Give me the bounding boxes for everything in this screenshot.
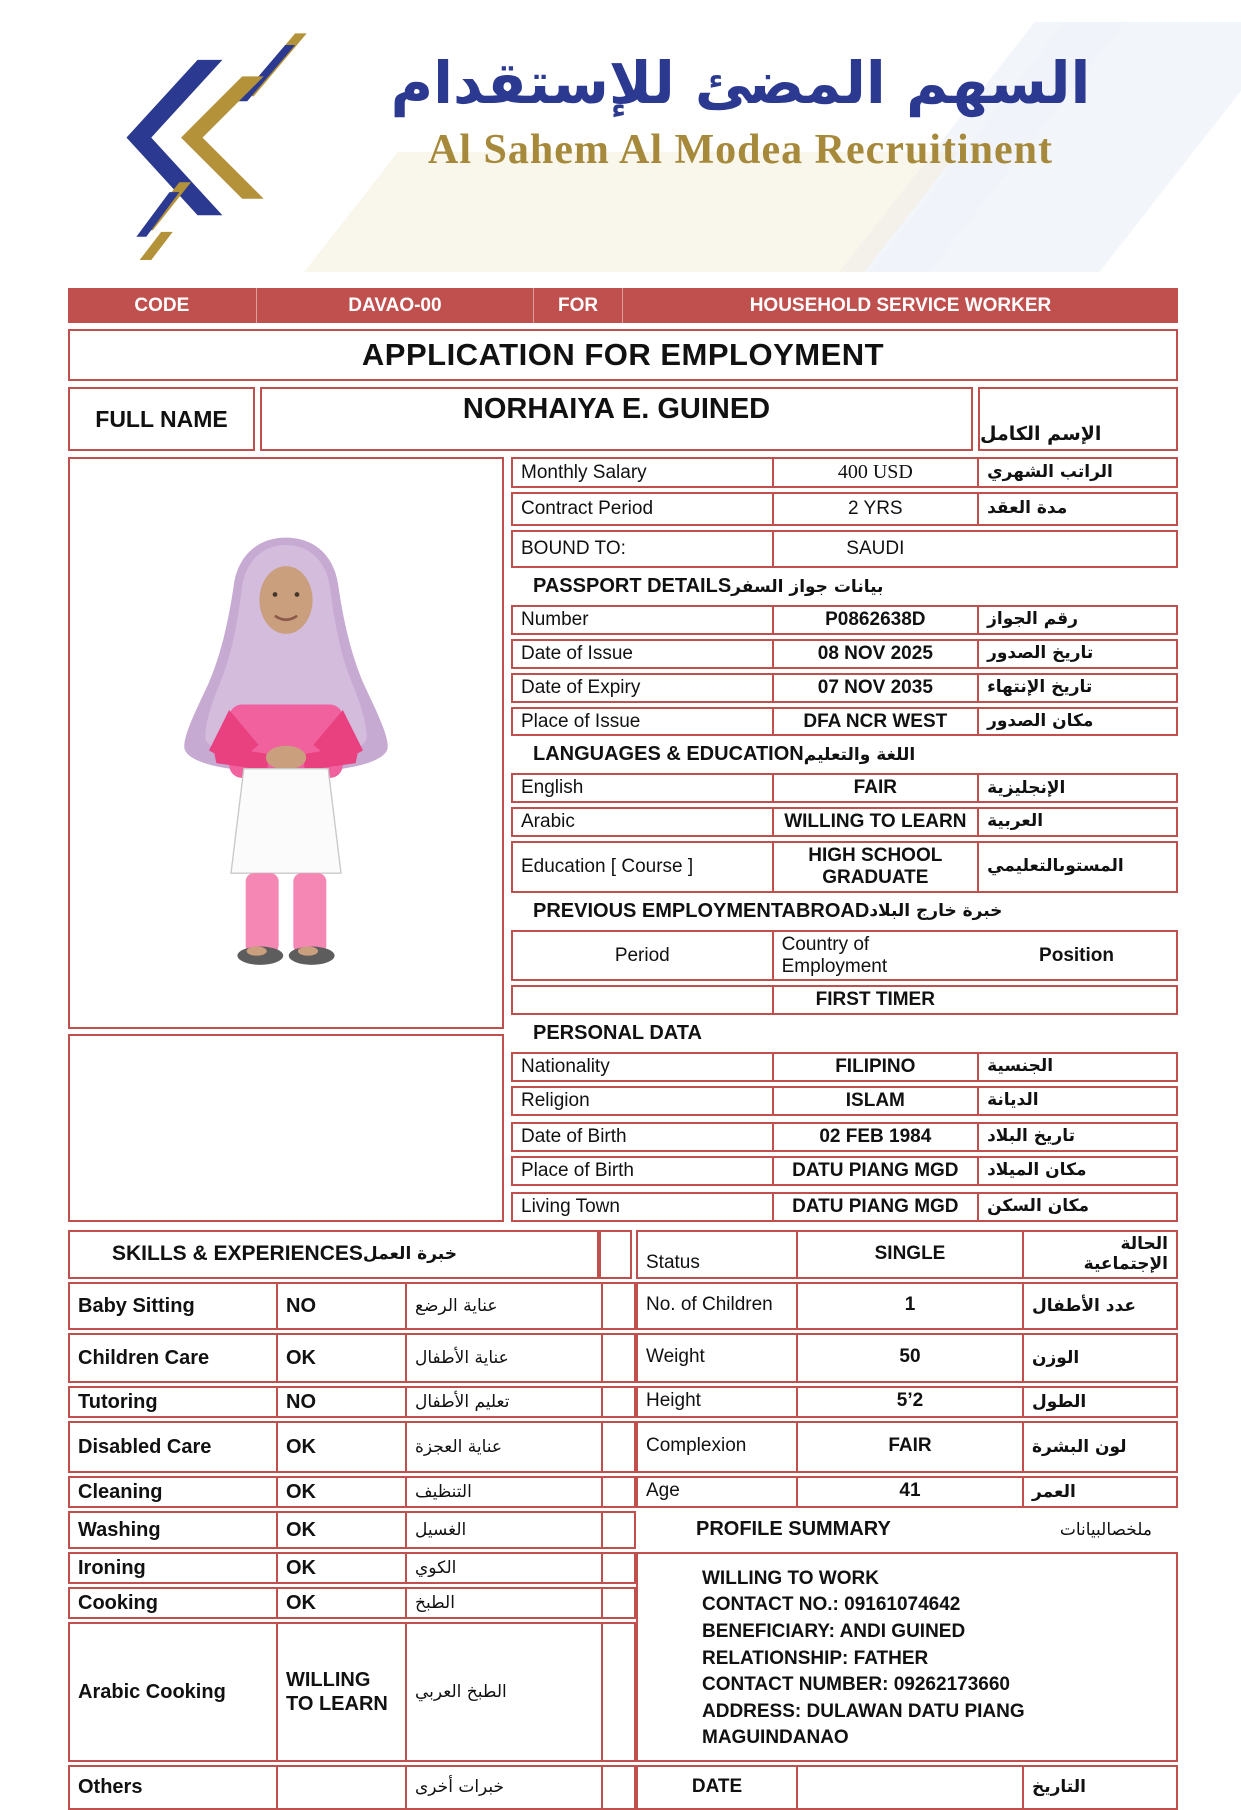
arabic-cooking-label: Arabic Cooking <box>78 1680 226 1703</box>
nationality-row <box>511 1052 1178 1082</box>
profile-summary-title: PROFILE SUMMARY <box>696 1518 891 1541</box>
monthly-salary-arabic: الراتب الشهري <box>977 459 1176 486</box>
date-label: DATE <box>691 1776 743 1797</box>
place-of-issue-label: Place of Issue <box>521 710 641 732</box>
for-label: FOR <box>534 288 623 323</box>
date-of-birth-label: Date of Birth <box>521 1126 627 1148</box>
languages-education-title-arabic: اللغة والتعليم <box>803 744 916 765</box>
full-name-label-arabic: الإسم الكامل <box>978 387 1178 451</box>
first-timer-row <box>511 985 1178 1015</box>
skills-experiences-header <box>68 1230 599 1279</box>
passport-number-value: P0862638D <box>772 607 978 633</box>
religion-label: Religion <box>521 1090 590 1112</box>
profile-summary-title-arabic: ملخصالبيانات <box>1059 1519 1152 1540</box>
previous-employment-header <box>511 897 1178 926</box>
empty-cell <box>599 1230 632 1279</box>
status-label: Status <box>646 1251 700 1273</box>
others-arabic: خبرات أخرى <box>405 1767 601 1808</box>
previous-employment-title-arabic: خبرة خارج البلاد <box>869 901 1003 922</box>
complexion-value: FAIR <box>796 1423 1022 1471</box>
tutoring-row <box>68 1386 636 1418</box>
ironing-value: OK <box>276 1554 405 1582</box>
others-value <box>276 1767 405 1808</box>
education-label: Education [ Course ] <box>521 855 694 877</box>
others-label: Others <box>78 1776 143 1799</box>
complexion-row <box>636 1421 1178 1473</box>
passport-details-header <box>511 572 1178 601</box>
date-row <box>636 1765 1178 1810</box>
place-of-birth-row <box>511 1156 1178 1186</box>
empty-cell <box>601 1554 634 1582</box>
empty-cell <box>601 1624 634 1760</box>
empty-cell <box>601 1335 634 1381</box>
disabled-care-label: Disabled Care <box>78 1435 212 1458</box>
arabic-cooking-arabic: الطبخ العربي <box>405 1624 601 1760</box>
full-name-value: NORHAIYA E. GUINED <box>260 387 973 451</box>
washing-value: OK <box>276 1513 405 1547</box>
monthly-salary-row <box>511 457 1178 488</box>
living-town-value: DATU PIANG MGD <box>772 1194 978 1220</box>
empty-cell <box>601 1767 634 1808</box>
date-of-issue-row <box>511 639 1178 669</box>
tutoring-arabic: تعليم الأطفال <box>405 1388 601 1416</box>
arabic-value: WILLING TO LEARN <box>772 809 978 835</box>
details-column <box>511 457 1178 1222</box>
summary-line: RELATIONSHIP: FATHER <box>702 1647 929 1669</box>
living-town-arabic: مكان السكن <box>977 1194 1176 1220</box>
cleaning-age-row <box>68 1476 1178 1508</box>
passport-number-label: Number <box>521 609 589 630</box>
education-arabic: المستوىالتعليمي <box>977 843 1176 891</box>
skills-experiences-title: SKILLS & EXPERIENCES <box>112 1242 363 1266</box>
status-value: SINGLE <box>796 1232 1022 1277</box>
summary-line: ADDRESS: DULAWAN DATU PIANG <box>702 1700 1025 1722</box>
summary-line: CONTACT NUMBER: 09262173660 <box>702 1674 1010 1696</box>
bound-to-arabic <box>977 532 1176 566</box>
date-of-birth-arabic: تاريخ البلاد <box>977 1124 1176 1150</box>
bound-to-row <box>511 530 1178 568</box>
empty-position-cell <box>977 987 1176 1013</box>
personal-data-header <box>511 1019 1178 1048</box>
empty-period-cell <box>513 987 772 1013</box>
first-timer-value: FIRST TIMER <box>772 987 978 1013</box>
cleaning-label: Cleaning <box>78 1480 163 1503</box>
children-count-value: 1 <box>796 1284 1022 1328</box>
age-label: Age <box>646 1480 680 1502</box>
passport-details-title: PASSPORT DETAILS <box>533 575 732 597</box>
monthly-salary-value: 400 USD <box>772 459 978 486</box>
place-of-birth-arabic: مكان الميلاد <box>977 1158 1176 1184</box>
education-row <box>511 841 1178 893</box>
date-of-expiry-arabic: تاريخ الإنتهاء <box>977 675 1176 701</box>
personal-data-title: PERSONAL DATA <box>533 1022 702 1045</box>
cooking-arabic: الطبخ <box>405 1589 601 1617</box>
tutoring-value: NO <box>276 1388 405 1416</box>
monthly-salary-label: Monthly Salary <box>521 461 647 483</box>
disabledcare-complexion-row <box>68 1421 1178 1473</box>
empty-cell <box>68 1034 504 1222</box>
education-value: HIGH SCHOOL GRADUATE <box>772 843 978 891</box>
washing-row <box>68 1511 636 1549</box>
profile-summary-block <box>636 1552 1178 1762</box>
place-of-birth-value: DATU PIANG MGD <box>772 1158 978 1184</box>
summary-line: MAGUINDANAO <box>702 1727 849 1749</box>
place-of-issue-arabic: مكان الصدور <box>977 709 1176 735</box>
nationality-label: Nationality <box>521 1056 610 1078</box>
agency-name-english: Al Sahem Al Modea Recruitinent <box>428 126 1053 173</box>
skills-experiences-title-arabic: خبرة العمل <box>362 1244 457 1265</box>
country-column-header: Country of Employment <box>772 932 978 980</box>
place-of-issue-value: DFA NCR WEST <box>772 709 978 735</box>
status-arabic: الحالة الإجتماعية <box>1022 1232 1176 1277</box>
date-of-issue-value: 08 NOV 2025 <box>772 641 978 667</box>
washing-profile-row <box>68 1511 1178 1549</box>
cleaning-arabic: التنظيف <box>405 1478 601 1506</box>
baby-sitting-value: NO <box>276 1284 405 1328</box>
baby-sitting-row <box>68 1282 636 1330</box>
baby-sitting-arabic: عناية الرضع <box>405 1284 601 1328</box>
height-value: 5’2 <box>796 1388 1022 1416</box>
english-row <box>511 773 1178 803</box>
arabic-label: Arabic <box>521 811 575 833</box>
date-of-birth-value: 02 FEB 1984 <box>772 1124 978 1150</box>
status-row <box>636 1230 1178 1279</box>
weight-row <box>636 1333 1178 1383</box>
empty-cell <box>601 1388 634 1416</box>
date-of-birth-row <box>511 1122 1178 1152</box>
empty-cell <box>601 1284 634 1328</box>
date-value <box>796 1767 1022 1808</box>
religion-arabic: الديانة <box>977 1088 1176 1114</box>
washing-label: Washing <box>78 1518 161 1541</box>
full-name-label: FULL NAME <box>68 387 255 451</box>
weight-arabic: الوزن <box>1022 1335 1176 1381</box>
empty-cell <box>601 1513 634 1547</box>
children-care-value: OK <box>276 1335 405 1381</box>
english-label: English <box>521 777 584 799</box>
ironing-row <box>68 1552 636 1584</box>
position-value: HOUSEHOLD SERVICE WORKER <box>749 294 1052 316</box>
languages-education-header <box>511 740 1178 769</box>
age-value: 41 <box>796 1478 1022 1506</box>
children-count-label: No. of Children <box>646 1294 773 1316</box>
religion-value: ISLAM <box>772 1088 978 1114</box>
height-arabic: الطول <box>1022 1388 1176 1416</box>
period-column-header: Period <box>614 944 670 966</box>
children-count-arabic: عدد الأطفال <box>1022 1284 1176 1328</box>
summary-line: BENEFICIARY: ANDI GUINED <box>702 1620 966 1642</box>
english-value: FAIR <box>772 775 978 801</box>
nationality-arabic: الجنسية <box>977 1054 1176 1080</box>
arabic-cooking-value: WILLING TO LEARN <box>276 1624 405 1760</box>
ironing-arabic: الكوي <box>405 1554 601 1582</box>
cleaning-value: OK <box>276 1478 405 1506</box>
weight-label: Weight <box>646 1346 705 1368</box>
previous-employment-title: PREVIOUS EMPLOYMENTABROAD <box>533 899 870 922</box>
contract-period-row <box>511 492 1178 526</box>
agency-name-block <box>310 49 1171 174</box>
bound-to-value: SAUDI <box>772 532 978 566</box>
code-label: CODE <box>68 288 257 323</box>
code-value: DAVAO-00 <box>257 288 535 323</box>
photo-column <box>68 457 504 1222</box>
bottom-region <box>68 1230 1178 1810</box>
empty-cell <box>601 1478 634 1506</box>
agency-name-arabic: السهم المضئ للإستقدام <box>390 49 1091 117</box>
children-care-arabic: عناية الأطفال <box>405 1335 601 1381</box>
arabic-row <box>511 807 1178 837</box>
arabic-cooking-row <box>68 1622 636 1762</box>
code-bar <box>68 288 1178 323</box>
empty-cell <box>601 1589 634 1617</box>
others-row <box>68 1765 636 1810</box>
agency-arrow-logo-icon <box>100 30 315 270</box>
tutoring-label: Tutoring <box>78 1390 158 1413</box>
position-column-header: Position <box>1039 944 1114 966</box>
date-of-expiry-label: Date of Expiry <box>521 676 641 698</box>
living-town-row <box>511 1192 1178 1222</box>
religion-row <box>511 1086 1178 1116</box>
weight-value: 50 <box>796 1335 1022 1381</box>
height-label: Height <box>646 1390 701 1412</box>
application-form <box>68 288 1178 1810</box>
children-count-row <box>636 1282 1178 1330</box>
full-name-row <box>68 387 1178 451</box>
height-row <box>636 1386 1178 1418</box>
bound-to-label: BOUND TO: <box>521 538 626 560</box>
disabled-care-row <box>68 1421 636 1473</box>
washing-arabic: الغسيل <box>405 1513 601 1547</box>
languages-education-title: LANGUAGES & EDUCATION <box>533 743 804 766</box>
age-row <box>636 1476 1178 1508</box>
agency-letterhead <box>0 22 1241 272</box>
babysitting-children-row <box>68 1282 1178 1330</box>
baby-sitting-label: Baby Sitting <box>78 1294 195 1317</box>
children-care-row <box>68 1333 636 1383</box>
date-of-issue-arabic: تاريخ الصدور <box>977 641 1176 667</box>
complexion-arabic: لون البشرة <box>1022 1423 1176 1471</box>
employment-columns-row <box>511 930 1178 982</box>
date-of-issue-label: Date of Issue <box>521 642 633 664</box>
complexion-label: Complexion <box>646 1435 747 1457</box>
summary-line: WILLING TO WORK <box>702 1567 879 1589</box>
arabic-arabic: العربية <box>977 809 1176 835</box>
cooking-row <box>68 1587 636 1619</box>
skills-status-row <box>68 1230 1178 1279</box>
date-of-expiry-row <box>511 673 1178 703</box>
main-region <box>68 457 1178 1222</box>
others-date-row <box>68 1765 1178 1810</box>
children-care-label: Children Care <box>78 1346 210 1369</box>
summary-line: CONTACT NO.: 09161074642 <box>702 1594 961 1616</box>
contract-period-value: 2 YRS <box>772 494 978 524</box>
english-arabic: الإنجليزية <box>977 775 1176 801</box>
form-title: APPLICATION FOR EMPLOYMENT <box>68 329 1178 381</box>
ironing-label: Ironing <box>78 1556 146 1579</box>
applicant-photo <box>68 457 504 1029</box>
living-town-label: Living Town <box>521 1196 620 1218</box>
disabled-care-value: OK <box>276 1423 405 1471</box>
disabled-care-arabic: عناية العجزة <box>405 1423 601 1471</box>
profile-summary-header <box>636 1511 1178 1549</box>
date-arabic: التاريخ <box>1022 1767 1176 1808</box>
cleaning-row <box>68 1476 636 1508</box>
nationality-value: FILIPINO <box>772 1054 978 1080</box>
cooking-value: OK <box>276 1589 405 1617</box>
childrencare-weight-row <box>68 1333 1178 1383</box>
place-of-issue-row <box>511 707 1178 737</box>
date-of-expiry-value: 07 NOV 2035 <box>772 675 978 701</box>
tutoring-height-row <box>68 1386 1178 1418</box>
empty-cell <box>601 1423 634 1471</box>
cooking-summary-row <box>68 1552 1178 1762</box>
contract-period-arabic: مدة العقد <box>977 494 1176 524</box>
passport-number-arabic: رقم الجواز <box>977 607 1176 633</box>
place-of-birth-label: Place of Birth <box>521 1160 634 1182</box>
passport-details-title-arabic: بيانات جواز السفر <box>731 576 884 597</box>
contract-period-label: Contract Period <box>521 498 654 520</box>
age-arabic: العمر <box>1022 1478 1176 1506</box>
cooking-label: Cooking <box>78 1591 158 1614</box>
passport-number-row <box>511 605 1178 635</box>
